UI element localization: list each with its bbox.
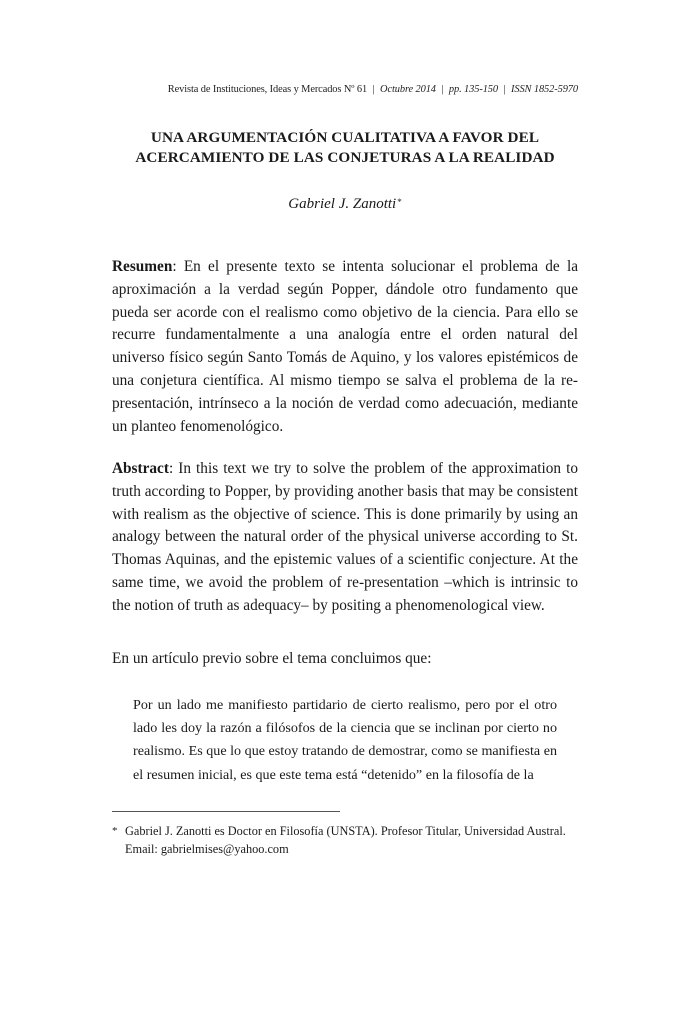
abstract-label: Abstract — [112, 460, 169, 477]
block-quote: Por un lado me manifiesto partidario de cierto realismo, pero por el otro lado les doy la razón a filósofos de la ciencia que se inclinan por cierto no realismo. Es que lo que estoy tratando de demostrar, como se manifiesta en el resumen inicial, es que este tema está “detenido” en la filosofía de la — [133, 697, 557, 783]
issue-date: Octubre 2014 — [380, 84, 436, 95]
article-title: UNA ARGUMENTACIÓN CUALITATIVA A FAVOR DEL ACERCAMIENTO DE LAS CONJETURAS A LA REALIDAD — [135, 129, 555, 166]
resumen-paragraph — [112, 256, 578, 438]
footnote-reference[interactable]: * — [397, 197, 402, 207]
footnote-divider — [112, 811, 340, 812]
header-separator: | — [441, 84, 444, 95]
header-separator: | — [372, 84, 375, 95]
journal-name: Revista de Instituciones, Ideas y Mercados Nº 61 — [167, 84, 368, 95]
footnote-text: Gabriel J. Zanotti es Doctor en Filosofía (UNSTA). Profesor Titular, Universidad Austral. Email: gabrielmises@yahoo.com — [125, 824, 566, 856]
body-intro-paragraph: En un artículo previo sobre el tema concluimos que: — [112, 650, 432, 667]
running-header — [112, 84, 578, 95]
header-separator: | — [503, 84, 506, 95]
footnote-mark: * — [112, 825, 118, 837]
abstract-text: : In this text we try to solve the problem of the approximation to truth according to Popper, by providing another basis that may be consistent with realism as the objective of science. This is done primarily by using an analogy between the natural order of the physical universe according to St. Thomas Aquinas, and the epistemic values of a scientific conjecture. At the same time, we avoid the problem of re-presentation –which is intrinsic to the notion of truth as adequacy– by positing a phenomenological view. — [112, 460, 578, 614]
author-line — [112, 194, 578, 214]
resumen-text: : En el presente texto se intenta solucionar el problema de la aproximación a la verdad según Popper, dándole otro fundamento que pueda ser acorde con el realismo como objetivo de la ciencia. Para ello se recurre fundamentalmente a una analogía entre el orden natural del universo físico según Santo Tomás de Aquino, y los valores epistémicos de una conjetura científica. Al mismo tiempo se salva el problema de la re-presentación, intrínseco a la noción de verdad como adecuación, mediante un planteo fenomenológico. — [112, 258, 578, 435]
footnote — [112, 822, 582, 858]
resumen-label: Resumen — [112, 258, 173, 275]
page-range: pp. 135-150 — [448, 84, 498, 95]
abstract-paragraph — [112, 458, 578, 618]
author-name: Gabriel J. Zanotti — [288, 196, 397, 212]
issn: ISSN 1852-5970 — [510, 84, 578, 95]
